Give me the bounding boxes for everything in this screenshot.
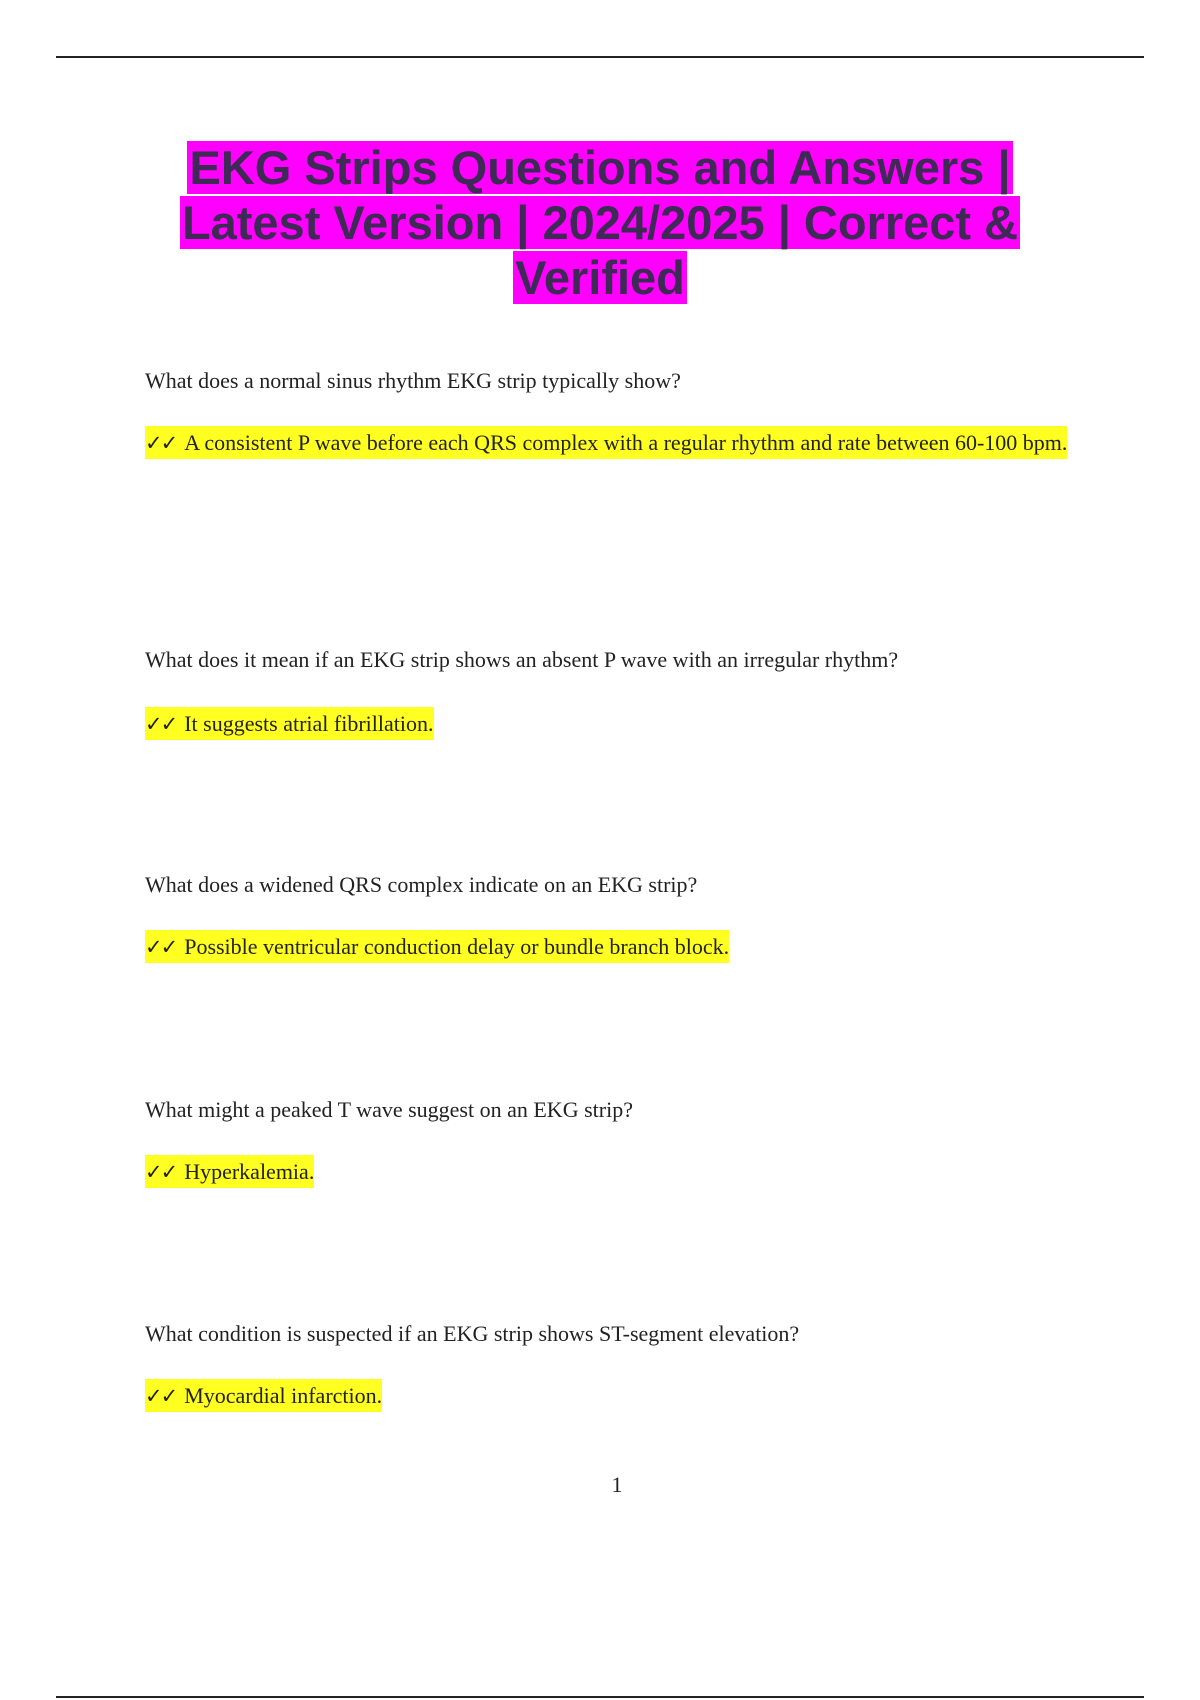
answer-highlight	[145, 930, 729, 963]
answer-text-block	[145, 916, 1075, 978]
title-highlight: EKG Strips Questions and Answers | Latest Version | 2024/2025 | Correct & Verified	[181, 141, 1019, 304]
double-check-icon: ✓✓	[145, 935, 177, 959]
answer-text-block	[145, 693, 1075, 755]
question-text: What condition is suspected if an EKG strip shows ST-segment elevation?	[145, 1321, 800, 1346]
answer-text: Myocardial infarction.	[184, 1383, 383, 1408]
answer-text-block	[145, 412, 1075, 474]
qa-item-5	[145, 1321, 1075, 1427]
double-check-icon: ✓✓	[145, 431, 177, 455]
answer-text: Possible ventricular conduction delay or bundle branch block.	[184, 934, 730, 959]
double-check-icon: ✓✓	[145, 1384, 177, 1408]
answer-text-block	[145, 1141, 1075, 1203]
answer-text: Hyperkalemia.	[184, 1159, 315, 1184]
answer-text: A consistent P wave before each QRS complex with a regular rhythm and rate between 60-100 bpm.	[184, 430, 1068, 455]
question-text: What does a widened QRS complex indicate on an EKG strip?	[145, 872, 698, 897]
double-check-icon: ✓✓	[145, 1160, 177, 1184]
qa-item-4	[145, 1097, 1075, 1203]
title-block	[140, 140, 1060, 305]
top-rule	[56, 56, 1144, 58]
qa-item-2	[145, 647, 1075, 755]
answer-highlight	[145, 426, 1067, 459]
answer-text-block	[145, 1365, 1075, 1427]
page-number: 1	[611, 1472, 623, 1497]
page-title	[140, 140, 1060, 305]
double-check-icon: ✓✓	[145, 712, 177, 736]
question-text: What does a normal sinus rhythm EKG strip typically show?	[145, 368, 681, 393]
bottom-rule	[56, 1696, 1144, 1698]
answer-highlight	[145, 1155, 314, 1188]
qa-item-3	[145, 872, 1075, 978]
answer-highlight	[145, 707, 434, 740]
question-text: What does it mean if an EKG strip shows an absent P wave with an irregular rhythm?	[145, 647, 899, 672]
answer-text: It suggests atrial fibrillation.	[184, 711, 434, 736]
answer-highlight	[145, 1379, 382, 1412]
qa-item-1	[145, 368, 1075, 474]
question-text: What might a peaked T wave suggest on an EKG strip?	[145, 1097, 633, 1122]
